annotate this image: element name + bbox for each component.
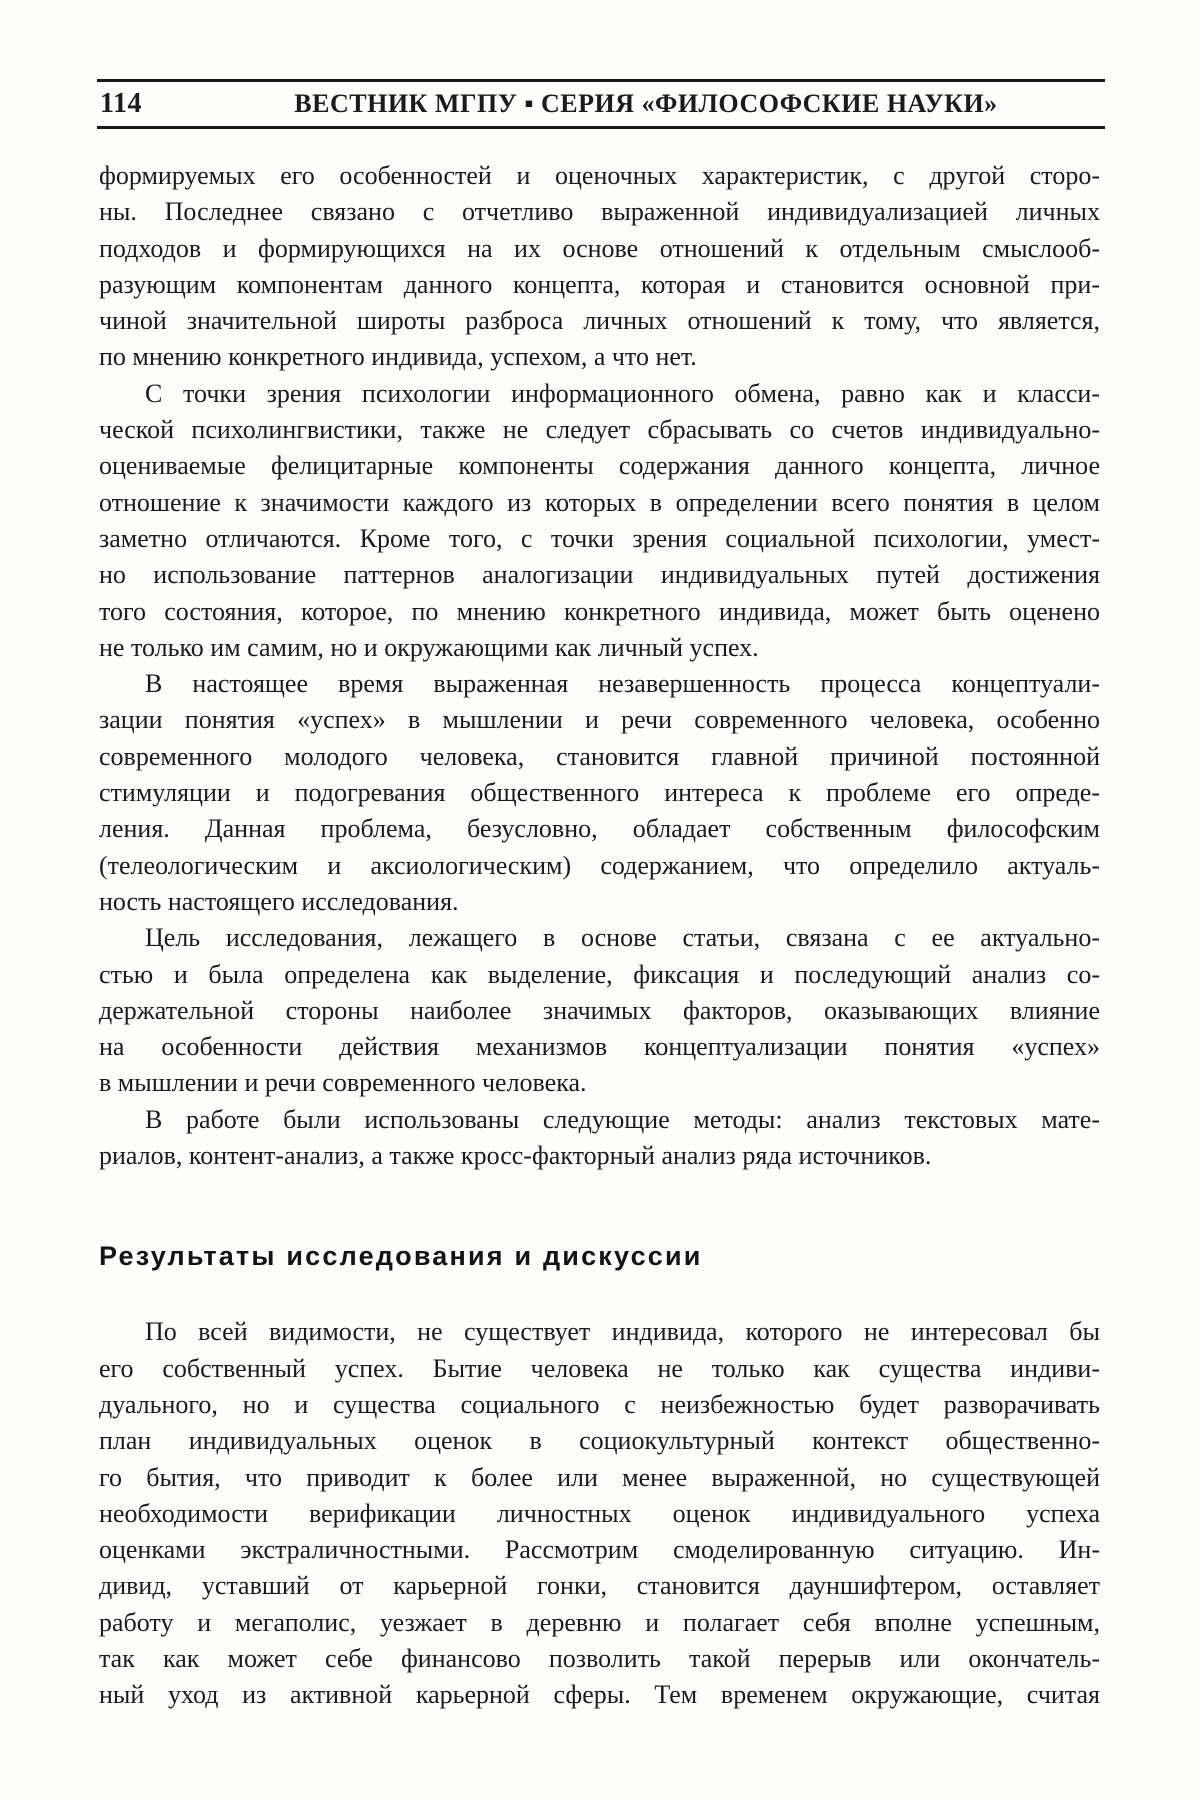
text-line: Цель исследования, лежащего в основе статьи, связана с ее актуально- bbox=[145, 923, 1100, 953]
text-line: дивид, уставший от карьерной гонки, становится дауншифтером, оставляет bbox=[99, 1571, 1100, 1601]
text-line: работу и мегаполис, уезжает в деревню и полагает себя вполне успешным, bbox=[99, 1607, 1100, 1637]
text-line: дуального, но и существа социального с неизбежностью будет разворачивать bbox=[99, 1389, 1100, 1419]
text-line: заметно отличаются. Кроме того, с точки зрения социальной психологии, умест- bbox=[99, 523, 1100, 553]
text-line: оценками экстраличностными. Рассмотрим смоделированную ситуацию. Ин- bbox=[99, 1535, 1100, 1565]
paragraph bbox=[99, 376, 1100, 666]
page-number: 114 bbox=[100, 88, 142, 119]
text-line: того состояния, которое, по мнению конкретного индивида, может быть оценено bbox=[99, 596, 1100, 626]
text-line: отношение к значимости каждого из которых в определении всего понятия в целом bbox=[99, 487, 1100, 517]
paragraph bbox=[99, 158, 1100, 376]
text-line: держательной стороны наиболее значимых факторов, оказывающих влияние bbox=[99, 995, 1100, 1025]
text-line: по мнению конкретного индивида, успехом, а что нет. bbox=[99, 342, 697, 372]
text-line: оцениваемые фелицитарные компоненты содержания данного концепта, личное bbox=[99, 451, 1100, 481]
text-line: план индивидуальных оценок в социокультурный контекст общественно- bbox=[99, 1426, 1100, 1456]
article-body bbox=[99, 158, 1100, 1714]
text-line: стью и была определена как выделение, фиксация и последующий анализ со- bbox=[99, 959, 1100, 989]
text-line: ность настоящего исследования. bbox=[99, 886, 459, 916]
text-line: на особенности действия механизмов концептуализации понятия «успех» bbox=[99, 1032, 1100, 1062]
text-line: не только им самим, но и окружающими как личный успех. bbox=[99, 632, 759, 662]
text-line: ческой психолингвистики, также не следует сбрасывать со счетов индивидуально- bbox=[99, 415, 1100, 445]
paragraph bbox=[99, 1314, 1100, 1713]
text-line: но использование паттернов аналогизации индивидуальных путей достижения bbox=[99, 560, 1100, 590]
text-line: современного молодого человека, становится главной причиной постоянной bbox=[99, 741, 1100, 771]
text-line: ный уход из активной карьерной сферы. Тем временем окружающие, считая bbox=[99, 1680, 1100, 1710]
text-line: его собственный успех. Бытие человека не только как существа индиви- bbox=[99, 1353, 1100, 1383]
journal-title: ВЕСТНИК МГПУ ▪ СЕРИЯ «ФИЛОСОФСКИЕ НАУКИ» bbox=[294, 89, 998, 118]
text-line: ны. Последнее связано с отчетливо выраженной индивидуализацией личных bbox=[99, 197, 1100, 227]
text-line: зации понятия «успех» в мышлении и речи современного человека, особенно bbox=[99, 705, 1100, 735]
text-line: По всей видимости, не существует индивида, которого не интересовал бы bbox=[145, 1317, 1100, 1347]
text-line: В работе были использованы следующие методы: анализ текстовых мате- bbox=[145, 1104, 1100, 1134]
text-line: необходимости верификации личностных оценок индивидуального успеха bbox=[99, 1498, 1100, 1528]
text-line: так как может себе финансово позволить такой перерыв или окончатель- bbox=[99, 1643, 1100, 1673]
running-header bbox=[97, 79, 1105, 129]
text-line: В настоящее время выраженная незавершенность процесса концептуали- bbox=[145, 669, 1100, 699]
text-line: стимуляции и подогревания общественного интереса к проблеме его опреде- bbox=[99, 778, 1100, 808]
text-line: подходов и формирующихся на их основе отношений к отдельным смыслооб- bbox=[99, 233, 1100, 263]
paragraph bbox=[99, 920, 1100, 1101]
text-line: формируемых его особенностей и оценочных характеристик, с другой сторо- bbox=[99, 161, 1100, 190]
text-line: риалов, контент-анализ, а также кросс-факторный анализ ряда источников. bbox=[99, 1141, 932, 1171]
text-line: разующим компонентам данного концепта, которая и становится основной при- bbox=[99, 269, 1100, 299]
text-line: чиной значительной широты разброса личных отношений к тому, что является, bbox=[99, 306, 1100, 336]
text-line: ления. Данная проблема, безусловно, обладает собственным философским bbox=[99, 814, 1100, 844]
text-line: (телеологическим и аксиологическим) содержанием, что определило актуаль- bbox=[99, 850, 1100, 880]
text-line: го бытия, что приводит к более или менее выраженной, но существующей bbox=[99, 1462, 1100, 1492]
paragraph bbox=[99, 666, 1100, 920]
text-line: в мышлении и речи современного человека. bbox=[99, 1068, 587, 1098]
text-line: С точки зрения психологии информационного обмена, равно как и класси- bbox=[145, 378, 1100, 408]
paragraph bbox=[99, 1102, 1100, 1175]
section-heading: Результаты исследования и дискуссии bbox=[99, 1241, 703, 1272]
